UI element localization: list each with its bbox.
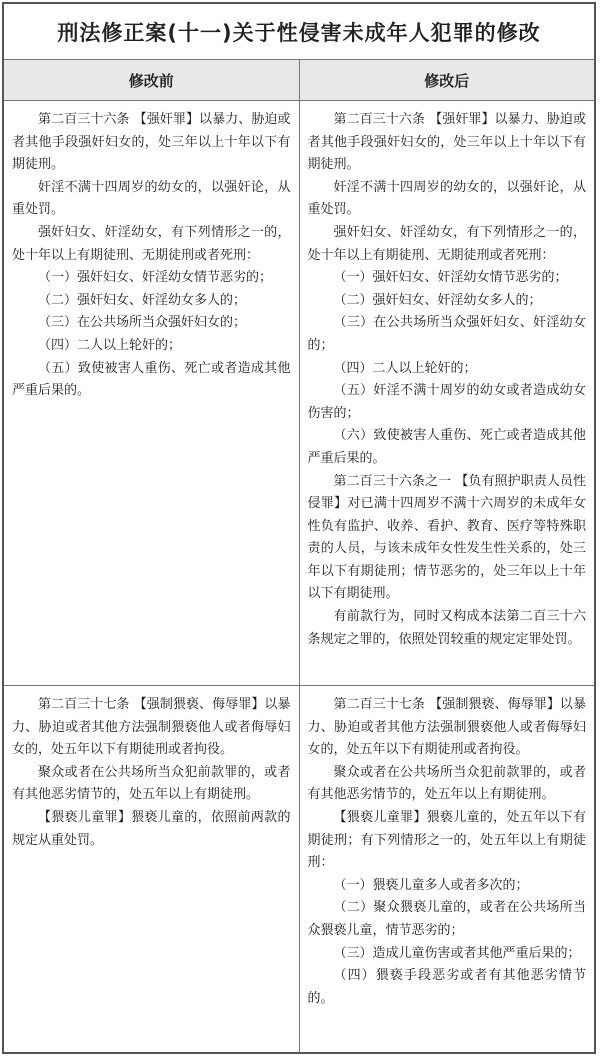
- paragraph: 【猥亵儿童罪】猥亵儿童的，处五年以下有期徒刑；有下列情形之一的，处五年以上有期徒刑：: [307, 809, 586, 871]
- paragraph: （五）致使被害人重伤、死亡或者造成其他严重后果的。: [12, 360, 291, 399]
- paragraph: （三）造成儿童伤害或者其他严重后果的；: [333, 945, 581, 961]
- paragraph: 有前款行为，同时又构成本法第二百三十六条规定之罪的，依照处罚较重的规定定罪处罚。: [307, 609, 586, 647]
- table-row-article-236: [4, 101, 594, 686]
- table-title: 刑法修正案(十一)关于性侵害未成年人犯罪的修改: [4, 4, 594, 60]
- paragraph: （一）强奸妇女、奸淫幼女情节恶劣的；: [333, 270, 568, 286]
- paragraph: 聚众或者在公共场所当众犯前款罪的，或者有其他恶劣情节的，处五年以上有期徒刑。: [12, 764, 291, 803]
- table-row-article-237: [4, 686, 594, 1053]
- paragraph: （四）猥亵手段恶劣或者有其他恶劣情节的。: [307, 968, 586, 1006]
- paragraph: （四）二人以上轮奸的；: [333, 360, 477, 376]
- paragraph: 奸淫不满十四周岁的幼女的，以强奸论，从重处罚。: [12, 179, 291, 218]
- header-before: 修改前: [128, 71, 174, 90]
- paragraph: （二）聚众猥亵儿童的，或者在公共场所当众猥亵儿童，情节恶劣的；: [307, 900, 586, 938]
- paragraph: 【猥亵儿童罪】猥亵儿童的，依照前两款的规定从重处罚。: [12, 809, 291, 848]
- paragraph: （三）在公共场所当众强奸妇女、奸淫幼女的；: [307, 315, 586, 353]
- paragraph: （六）致使被害人重伤、死亡或者造成其他严重后果的。: [307, 428, 586, 466]
- paragraph: 强奸妇女、奸淫幼女，有下列情形之一的，处十年以上有期徒刑、无期徒刑或者死刑：: [12, 224, 291, 263]
- cell-before: [4, 101, 299, 685]
- paragraph: （四）二人以上轮奸的；: [38, 337, 182, 353]
- paragraph: 第二百三十七条 【强制猥亵、侮辱罪】以暴力、胁迫或者其他方法强制猥亵他人或者侮辱妇女的，处五年以下有期徒刑或者拘役。: [12, 697, 291, 758]
- paragraph: （二）强奸妇女、奸淫幼女多人的；: [38, 292, 247, 308]
- cell-after: [299, 101, 595, 685]
- cell-before: [4, 686, 299, 1053]
- paragraph: （五）奸淫不满十周岁的幼女或者造成幼女伤害的；: [307, 383, 586, 421]
- paragraph: 强奸妇女、奸淫幼女，有下列情形之一的，处十年以上有期徒刑、无期徒刑或者死刑：: [307, 224, 586, 263]
- header-row: [4, 60, 594, 101]
- paragraph: 聚众或者在公共场所当众犯前款罪的，或者有其他恶劣情节的，处五年以上有期徒刑。: [307, 764, 586, 803]
- paragraph: 第二百三十七条 【强制猥亵、侮辱罪】以暴力、胁迫或者其他方法强制猥亵他人或者侮辱妇女的，处五年以下有期徒刑或者拘役。: [307, 697, 586, 758]
- paragraph: 第二百三十六条 【强奸罪】以暴力、胁迫或者其他手段强奸妇女的，处三年以上十年以下有期徒刑。: [307, 112, 586, 173]
- paragraph: （二）强奸妇女、奸淫幼女多人的；: [333, 292, 542, 308]
- paragraph: 第二百三十六条之一 【负有照护职责人员性侵罪】对已满十四周岁不满十六周岁的未成年女性负有监护、收养、看护、教育、医疗等特殊职责的人员，与该未成年女性发生性关系的，处三年以下有期徒刑；情节恶劣的，处三年以上十年以下有期徒刑。: [307, 473, 586, 602]
- paragraph: 第二百三十六条 【强奸罪】以暴力、胁迫或者其他手段强奸妇女的，处三年以上十年以下有期徒刑。: [12, 112, 291, 173]
- paragraph: （三）在公共场所当众强奸妇女的；: [38, 315, 247, 331]
- paragraph: （一）强奸妇女、奸淫幼女情节恶劣的；: [38, 270, 273, 286]
- paragraph: 奸淫不满十四周岁的幼女的，以强奸论，从重处罚。: [307, 179, 586, 218]
- cell-after: [299, 686, 595, 1053]
- header-after: 修改后: [299, 60, 595, 100]
- comparison-table: [2, 2, 596, 1054]
- paragraph: （一）猥亵儿童多人或者多次的；: [333, 877, 529, 893]
